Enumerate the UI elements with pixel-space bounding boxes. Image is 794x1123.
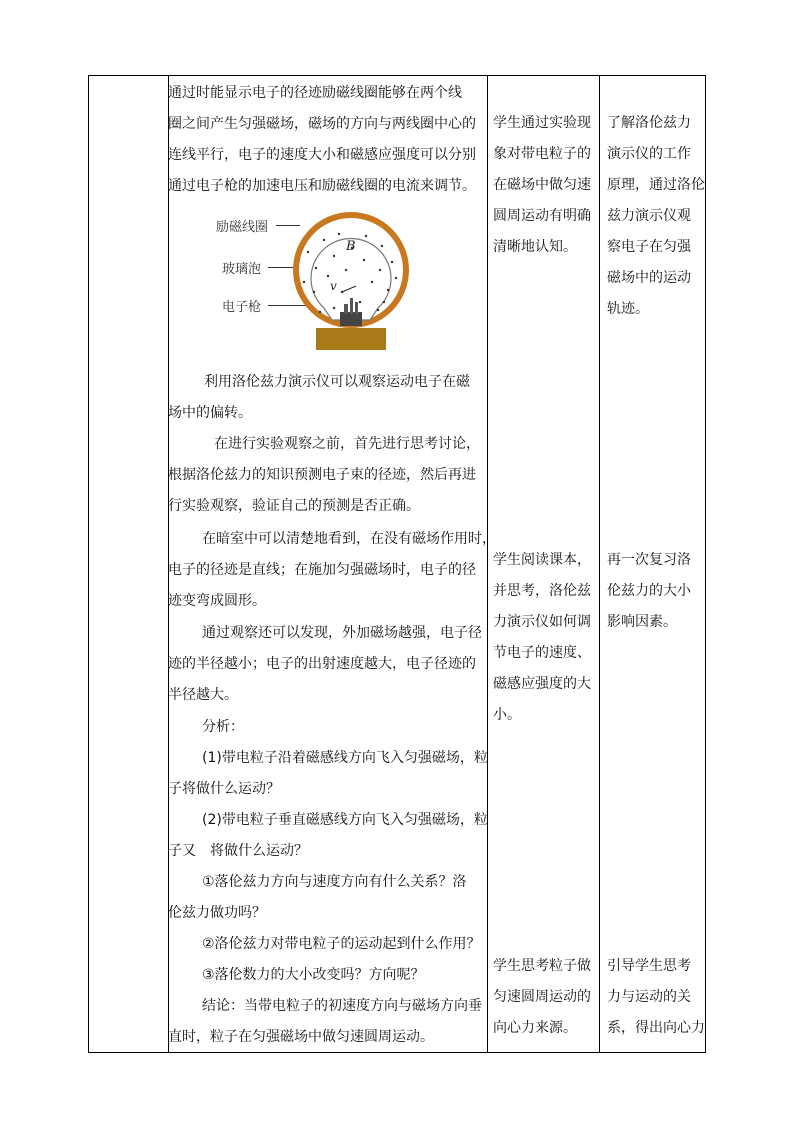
label-bulb: 玻璃泡 [222, 262, 262, 277]
base-stand [316, 328, 386, 350]
para-1: 利用洛伦兹力演示仪可以观察运动电子在磁 场中的偏转。 [168, 374, 470, 421]
design-intent-1: 了解洛伦兹力 演示仪的工作 原理，通过洛伦 兹力演示仪观 察电子在匀强 磁场中的运动 轨迹。 [607, 115, 705, 317]
intro-text: 通过时能显示电子的径迹励磁线圈能够在两个线 圈之间产生匀强磁场，磁场的方向与两线圈中心的 连线平行，电子的速度大小和磁感应强度可以分别 通过电子枪的加速电压和励磁线圈的电流来调节。 [168, 85, 476, 194]
para-3: 在暗室中可以清楚地看到，在没有磁场作用时， 电子的径迹是直线；在施加匀强磁场时，电子的径 迹变弯成圆形。 [168, 531, 496, 609]
question-1: (1)带电粒子沿着磁感线方向飞入匀强磁场，粒 子将做什么运动？ [168, 750, 488, 797]
student-activity-2: 学生阅读课本， 并思考，洛伦兹 力演示仪如何调 节电子的速度、 磁感应强度的大 小。 [493, 552, 591, 723]
column-divider [599, 76, 600, 1052]
design-intent-3: 引导学生思考 力与运动的关 系，得出向心力 [607, 958, 705, 1036]
bulb-diagram [284, 212, 420, 352]
question-2: (2)带电粒子垂直磁感线方向飞入匀强磁场，粒 子又 将做什么运动？ [168, 812, 488, 859]
student-activity-1: 学生通过实验现 象对带电粒子的 在磁场中做匀速 圆周运动有明确 清晰地认知。 [493, 115, 591, 255]
symbol-v: v [330, 279, 337, 293]
conclusion: 结论：当带电粒子的初速度方向与磁场方向垂 直时，粒子在匀强磁场中做匀速圆周运动。 [168, 998, 482, 1045]
question-2c: ③落伦数力的大小改变吗？方向呢？ [202, 967, 425, 983]
para-4: 通过观察还可以发现，外加磁场越强，电子径 迹的半径越小；电子的出射速度越大，电子径迹的 半径越大。 [168, 625, 482, 703]
para-2: 在进行实验观察之前，首先进行思考讨论， 根据洛伦兹力的知识预测电子束的径迹，然后再进 行实验观察，验证自己的预测是否正确。 [168, 436, 480, 514]
student-activity-3: 学生思考粒子做 匀速圆周运动的 向心力来源。 [493, 958, 591, 1036]
symbol-b: B [346, 239, 356, 254]
analysis-heading: 分析： [202, 719, 244, 735]
label-coil: 励磁线圈 [216, 220, 269, 235]
question-2b: ②洛伦兹力对带电粒子的运动起到什么作用？ [202, 936, 481, 952]
label-gun: 电子枪 [222, 300, 262, 315]
design-intent-2: 再一次复习洛 伦兹力的大小 影响因素。 [607, 552, 691, 630]
question-2a: ①落伦兹力方向与速度方向有什么关系？洛 伦兹力做功吗？ [168, 874, 467, 921]
